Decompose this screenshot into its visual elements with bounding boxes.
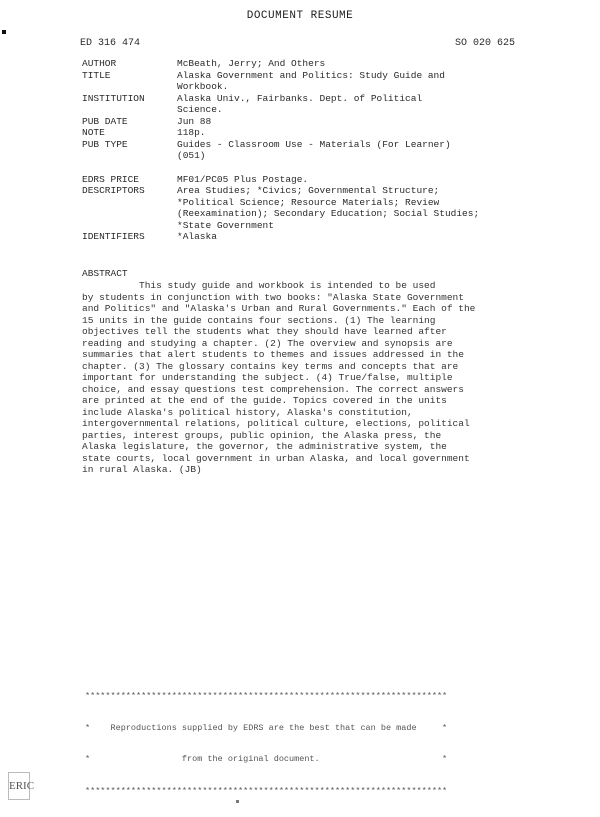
star-border-bottom: *********************************************************************** bbox=[85, 785, 448, 796]
field-label: IDENTIFIERS bbox=[82, 231, 145, 242]
notice-line-1: * Reproductions supplied by EDRS are the best that can be made * bbox=[85, 722, 448, 733]
field-pub-date bbox=[82, 116, 522, 128]
spacer bbox=[82, 162, 522, 174]
page-title: DOCUMENT RESUME bbox=[246, 10, 354, 22]
field-label: PUB TYPE bbox=[82, 138, 128, 150]
scan-dot bbox=[236, 800, 239, 803]
field-label: PUB DATE bbox=[82, 115, 128, 127]
field-value: Jun 88 bbox=[177, 115, 212, 127]
field-label: AUTHOR bbox=[82, 58, 117, 69]
field-author bbox=[82, 58, 522, 70]
field-value: McBeath, Jerry; And Others bbox=[177, 58, 326, 69]
field-value: Area Studies; *Civics; Governmental Structure; *Political Science; Resource Materials; Review (Reexamination); Secondary Education; Social Studies; *State Government bbox=[177, 185, 480, 231]
reproduction-notice bbox=[85, 670, 515, 817]
eric-logo: ERIC bbox=[8, 772, 30, 800]
field-title bbox=[82, 70, 522, 93]
field-label: NOTE bbox=[82, 127, 105, 138]
field-label: EDRS PRICE bbox=[82, 173, 140, 185]
field-value: Guides - Classroom Use - Materials (For Learner) (051) bbox=[177, 138, 451, 161]
abstract-text: This study guide and workbook is intended to be used by students in conjunction with two books: "Alaska State Government and Politics" and "Alaska's Urban and Rural Governments." Each of the 15 units in the guide contains four sections. (1) The learning objectives tell the students what they should have learned after reading and studying a chapter. (2) The overview and synopsis are summaries that alert students to themes and issues addressed in the chapter. (3) The glossary contains key terms and concepts that are important for understanding the subject. (4) True/false, multiple choice, and essay questions test comprehension. The correct answers are printed at the end of the guide. Topics covered in the units include Alaska's political history, Alaska's constitution, intergovernmental relations, political culture, elections, political parties, interest groups, public opinion, the Alaska press, the Alaska legislature, the governor, the administrative system, the state courts, local government in urban Alaska, and local government in rural Alaska. (JB) bbox=[82, 280, 476, 475]
field-identifiers bbox=[82, 231, 522, 243]
field-edrs-price bbox=[82, 174, 522, 186]
abstract-heading: ABSTRACT bbox=[82, 268, 128, 279]
field-value: Alaska Government and Politics: Study Guide and Workbook. bbox=[177, 69, 445, 92]
notice-line-2: * from the original document. * bbox=[85, 754, 448, 764]
so-number: SO 020 625 bbox=[454, 38, 515, 49]
field-label: DESCRIPTORS bbox=[82, 185, 145, 196]
field-label: TITLE bbox=[82, 69, 111, 81]
field-descriptors bbox=[82, 185, 522, 231]
field-note bbox=[82, 127, 522, 139]
field-value: *Alaska bbox=[177, 231, 217, 242]
field-value: Alaska Univ., Fairbanks. Dept. of Political Science. bbox=[177, 92, 423, 115]
star-border-top: *********************************************************************** bbox=[85, 691, 448, 701]
scan-edge-mark bbox=[2, 30, 6, 34]
field-label: INSTITUTION bbox=[82, 92, 145, 104]
field-pub-type bbox=[82, 139, 522, 162]
metadata-fields bbox=[82, 58, 522, 243]
field-institution bbox=[82, 93, 522, 116]
field-value: 118p. bbox=[177, 127, 206, 138]
ed-number: ED 316 474 bbox=[80, 38, 141, 49]
field-value: MF01/PC05 Plus Postage. bbox=[177, 173, 309, 185]
